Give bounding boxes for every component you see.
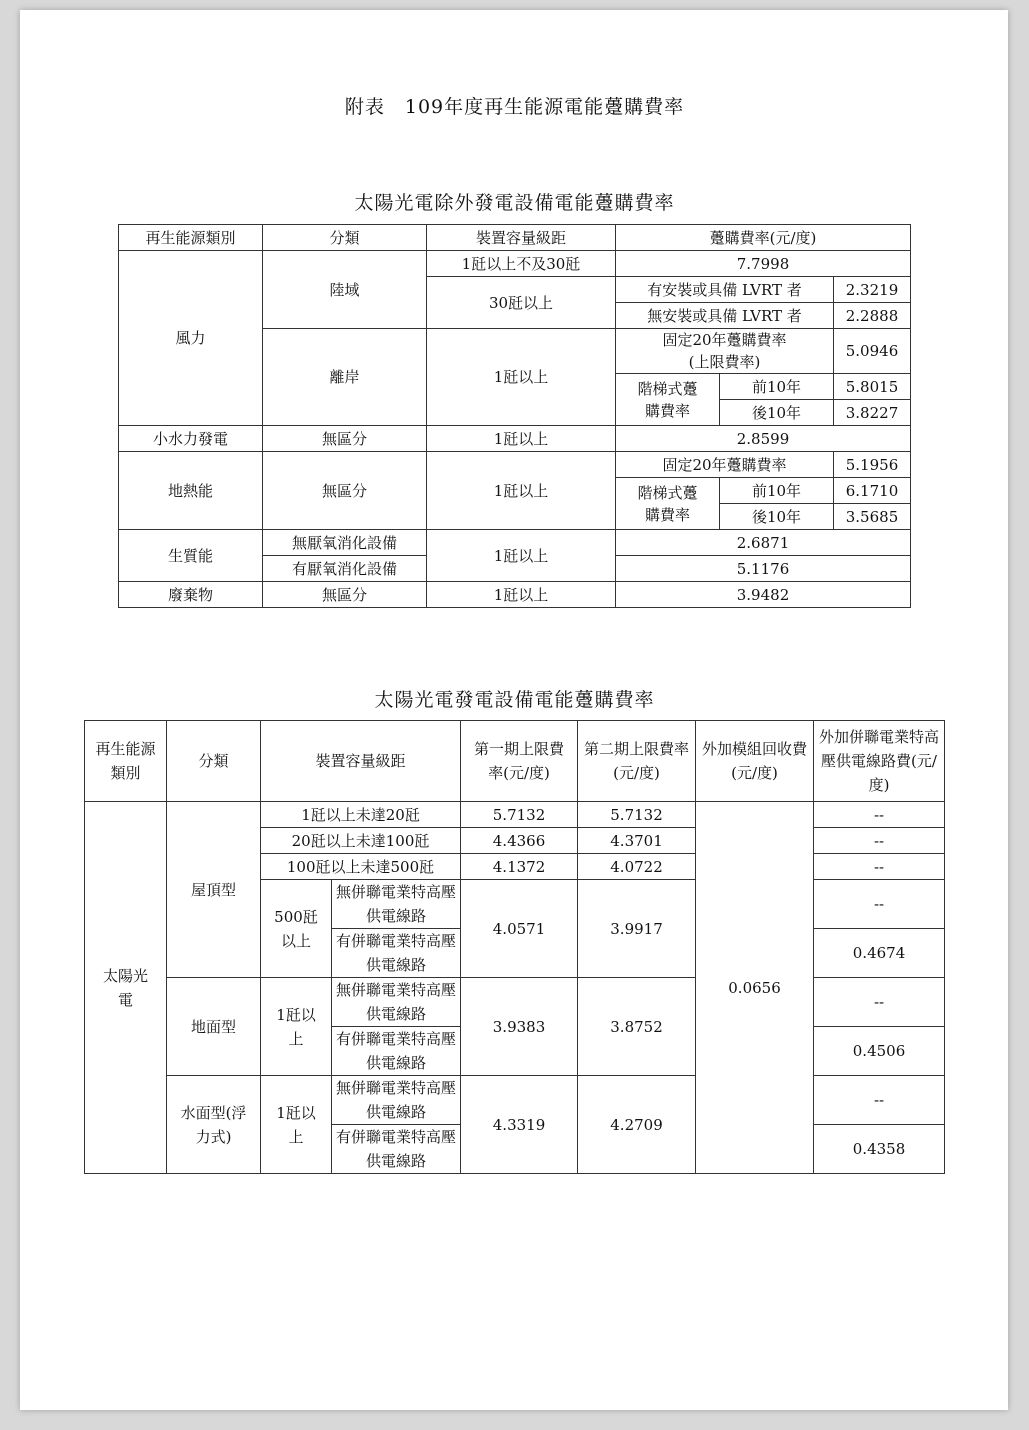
header-cell: 分類 xyxy=(263,225,427,251)
rate-cell: 4.0722 xyxy=(578,854,696,880)
rate-cell: 4.0571 xyxy=(461,880,578,978)
period-cell: 後10年 xyxy=(720,504,834,530)
class-cell: 地面型 xyxy=(167,978,261,1076)
rate-cell: 7.7998 xyxy=(616,251,911,277)
class-cell: 無區分 xyxy=(263,452,427,530)
rate-cell: 2.8599 xyxy=(616,426,911,452)
header-cell: 再生能源類別 xyxy=(85,721,167,802)
capacity-cell: 1瓩以上未達20瓩 xyxy=(261,802,461,828)
capacity-cell: 1瓩以上 xyxy=(427,452,616,530)
class-cell: 離岸 xyxy=(263,329,427,426)
category-cell: 風力 xyxy=(119,251,263,426)
capacity-cell: 30瓩以上 xyxy=(427,277,616,329)
category-cell: 太陽光電 xyxy=(85,802,167,1174)
header-cell: 裝置容量級距 xyxy=(427,225,616,251)
rate-cell: 2.3219 xyxy=(834,277,911,303)
class-cell: 有厭氧消化設備 xyxy=(263,556,427,582)
line-fee-cell: -- xyxy=(814,828,945,854)
rate-cell: 3.9482 xyxy=(616,582,911,608)
line-fee-cell: 0.4674 xyxy=(814,929,945,978)
line-fee-cell: 0.4506 xyxy=(814,1027,945,1076)
rate-cell: 2.2888 xyxy=(834,303,911,329)
non-solar-tariff-table xyxy=(118,224,911,608)
capacity-cell: 1瓩以上 xyxy=(427,329,616,426)
capacity-cell: 1瓩以上 xyxy=(261,978,332,1076)
rate-cell: 3.8752 xyxy=(578,978,696,1076)
category-cell: 小水力發電 xyxy=(119,426,263,452)
condition-cell: 階梯式躉購費率 xyxy=(616,374,720,426)
rate-cell: 4.3319 xyxy=(461,1076,578,1174)
table-row xyxy=(119,251,911,277)
rate-cell: 5.7132 xyxy=(461,802,578,828)
line-fee-cell: 0.4358 xyxy=(814,1125,945,1174)
condition-cell: 固定20年躉購費率 xyxy=(616,452,834,478)
class-cell: 無區分 xyxy=(263,426,427,452)
rate-cell: 5.0946 xyxy=(834,329,911,374)
capacity-cell: 1瓩以上 xyxy=(261,1076,332,1174)
capacity-cell: 1瓩以上不及30瓩 xyxy=(427,251,616,277)
recycle-fee-cell: 0.0656 xyxy=(696,802,814,1174)
condition-cell: 固定20年躉購費率(上限費率) xyxy=(616,329,834,374)
rate-cell: 4.4366 xyxy=(461,828,578,854)
rate-cell: 3.9917 xyxy=(578,880,696,978)
table-row xyxy=(119,452,911,478)
condition-cell: 有安裝或具備 LVRT 者 xyxy=(616,277,834,303)
table-row xyxy=(85,721,945,802)
line-fee-cell: -- xyxy=(814,1076,945,1125)
condition-cell: 無併聯電業特高壓供電線路 xyxy=(332,978,461,1027)
condition-cell: 階梯式躉購費率 xyxy=(616,478,720,530)
rate-cell: 4.3701 xyxy=(578,828,696,854)
capacity-cell: 20瓩以上未達100瓩 xyxy=(261,828,461,854)
condition-cell: 無併聯電業特高壓供電線路 xyxy=(332,880,461,929)
line-fee-cell: -- xyxy=(814,854,945,880)
rate-cell: 5.7132 xyxy=(578,802,696,828)
condition-cell: 有併聯電業特高壓供電線路 xyxy=(332,929,461,978)
header-cell: 第一期上限費率(元/度) xyxy=(461,721,578,802)
line-fee-cell: -- xyxy=(814,978,945,1027)
table-row xyxy=(119,582,911,608)
capacity-cell: 100瓩以上未達500瓩 xyxy=(261,854,461,880)
document-title: 附表 109年度再生能源電能躉購費率 xyxy=(344,96,685,118)
rate-cell: 5.8015 xyxy=(834,374,911,400)
rate-cell: 5.1176 xyxy=(616,556,911,582)
class-cell: 水面型(浮力式) xyxy=(167,1076,261,1174)
line-fee-cell: -- xyxy=(814,802,945,828)
table1-caption: 太陽光電除外發電設備電能躉購費率 xyxy=(354,192,675,214)
table-row xyxy=(119,225,911,251)
category-cell: 廢棄物 xyxy=(119,582,263,608)
period-cell: 後10年 xyxy=(720,400,834,426)
header-cell: 分類 xyxy=(167,721,261,802)
period-cell: 前10年 xyxy=(720,478,834,504)
rate-cell: 3.5685 xyxy=(834,504,911,530)
condition-cell: 有併聯電業特高壓供電線路 xyxy=(332,1125,461,1174)
header-cell: 外加併聯電業特高壓供電線路費(元/度) xyxy=(814,721,945,802)
solar-tariff-table xyxy=(84,720,945,1174)
capacity-cell: 1瓩以上 xyxy=(427,530,616,582)
header-cell: 再生能源類別 xyxy=(119,225,263,251)
rate-cell: 6.1710 xyxy=(834,478,911,504)
condition-cell: 有併聯電業特高壓供電線路 xyxy=(332,1027,461,1076)
header-cell: 第二期上限費率(元/度) xyxy=(578,721,696,802)
capacity-cell: 1瓩以上 xyxy=(427,582,616,608)
condition-cell: 無安裝或具備 LVRT 者 xyxy=(616,303,834,329)
category-cell: 地熱能 xyxy=(119,452,263,530)
header-cell: 裝置容量級距 xyxy=(261,721,461,802)
header-cell: 躉購費率(元/度) xyxy=(616,225,911,251)
class-cell: 陸域 xyxy=(263,251,427,329)
period-cell: 前10年 xyxy=(720,374,834,400)
rate-cell: 2.6871 xyxy=(616,530,911,556)
rate-cell: 3.8227 xyxy=(834,400,911,426)
class-cell: 無區分 xyxy=(263,582,427,608)
rate-cell: 3.9383 xyxy=(461,978,578,1076)
table2-caption: 太陽光電發電設備電能躉購費率 xyxy=(374,689,655,711)
condition-cell: 無併聯電業特高壓供電線路 xyxy=(332,1076,461,1125)
rate-cell: 5.1956 xyxy=(834,452,911,478)
category-cell: 生質能 xyxy=(119,530,263,582)
table-row xyxy=(85,802,945,828)
capacity-cell: 1瓩以上 xyxy=(427,426,616,452)
table-row xyxy=(119,426,911,452)
line-fee-cell: -- xyxy=(814,880,945,929)
rate-cell: 4.1372 xyxy=(461,854,578,880)
capacity-cell: 500瓩以上 xyxy=(261,880,332,978)
header-cell: 外加模組回收費(元/度) xyxy=(696,721,814,802)
class-cell: 屋頂型 xyxy=(167,802,261,978)
rate-cell: 4.2709 xyxy=(578,1076,696,1174)
table-row xyxy=(119,530,911,556)
class-cell: 無厭氧消化設備 xyxy=(263,530,427,556)
